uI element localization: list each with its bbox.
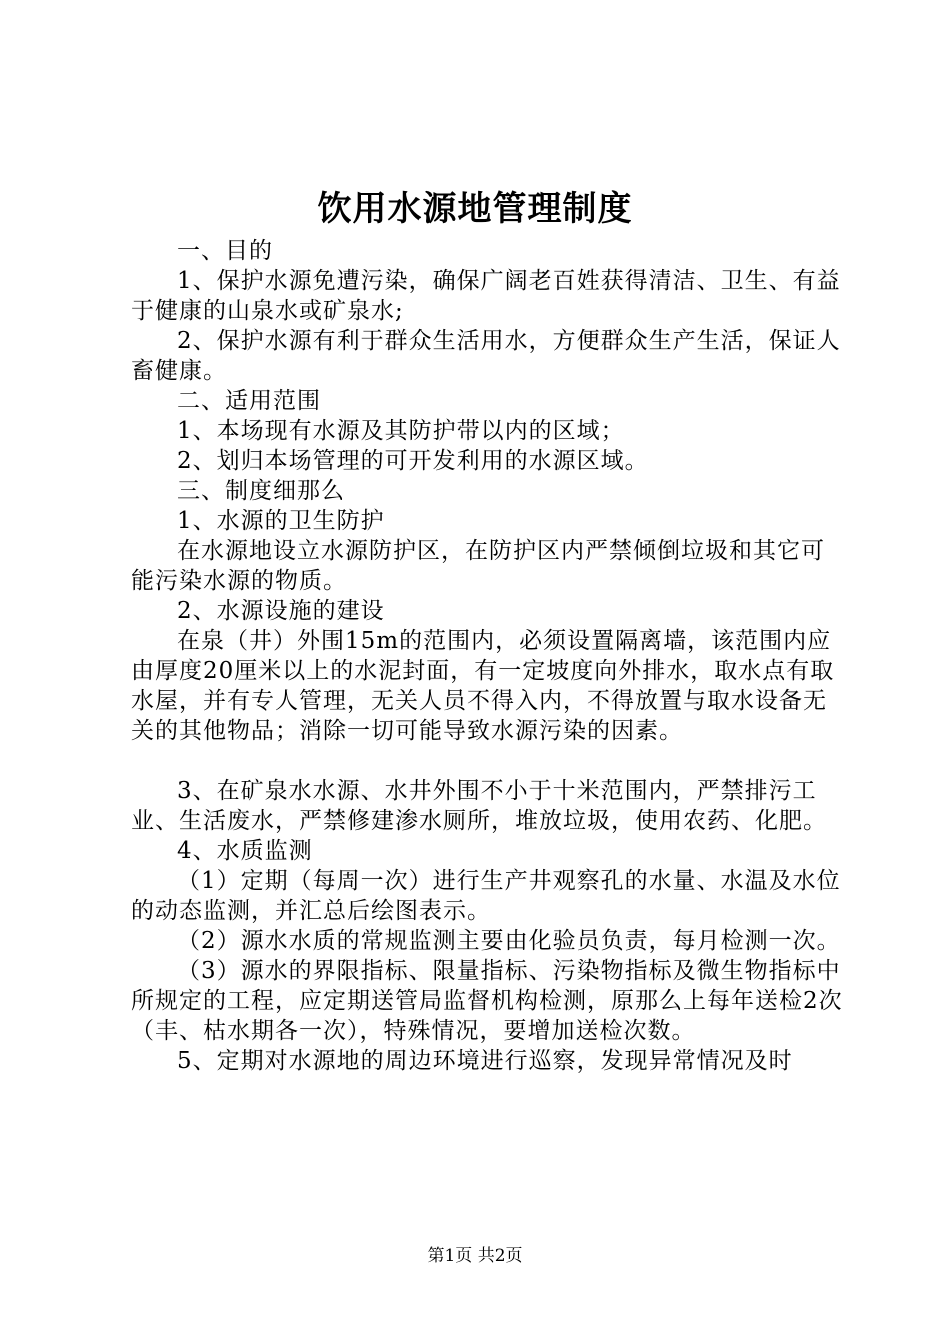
paragraph: 5、定期对水源地的周边环境进行巡察，发现异常情况及时 xyxy=(177,1048,793,1074)
paragraph: 2、保护水源有利于群众生活用水，方便群众生产生活，保证人畜健康。 xyxy=(131,328,841,384)
document-body xyxy=(131,236,843,1076)
section-heading-scope: 二、适用范围 xyxy=(177,388,321,414)
paragraph: （1）定期（每周一次）进行生产井观察孔的水量、水温及水位的动态监测，并汇总后绘图表示。 xyxy=(131,868,841,924)
section-heading-rules: 三、制度细那么 xyxy=(177,478,345,504)
paragraph: 1、本场现有水源及其防护带以内的区域； xyxy=(177,418,625,444)
paragraph: 2、划归本场管理的可开发利用的水源区域。 xyxy=(177,448,649,474)
paragraph: （2）源水水质的常规监测主要由化验员负责，每月检测一次。 xyxy=(177,928,841,954)
subheading: 2、水源设施的建设 xyxy=(177,598,385,624)
paragraph: 在泉（井）外围15m的范围内，必须设置隔离墙，该范围内应由厚度20厘米以上的水泥封面，有一定坡度向外排水，取水点有取水屋，并有专人管理，无关人员不得入内，不得放置与取水设备无关的其他物品；消除一切可能导致水源污染的因素。 xyxy=(131,628,835,744)
page-number-footer: 第1页 共2页 xyxy=(427,1246,523,1266)
paragraph: 在水源地设立水源防护区，在防护区内严禁倾倒垃圾和其它可能污染水源的物质。 xyxy=(131,538,825,594)
paragraph: 3、在矿泉水水源、水井外围不小于十米范围内，严禁排污工业、生活废水，严禁修建渗水厕所，堆放垃圾，使用农药、化肥。 xyxy=(131,778,827,834)
page-title: 饮用水源地管理制度 xyxy=(317,189,633,229)
section-heading-purpose: 一、目的 xyxy=(177,238,273,264)
subheading: 1、水源的卫生防护 xyxy=(177,508,385,534)
subheading: 4、水质监测 xyxy=(177,838,313,864)
paragraph: 1、保护水源免遭污染，确保广阔老百姓获得清洁、卫生、有益于健康的山泉水或矿泉水; xyxy=(131,268,841,324)
paragraph: （3）源水的界限指标、限量指标、污染物指标及微生物指标中所规定的工程，应定期送管局监督机构检测，原那么上每年送检2次（丰、枯水期各一次），特殊情况，要增加送检次数。 xyxy=(131,958,843,1044)
